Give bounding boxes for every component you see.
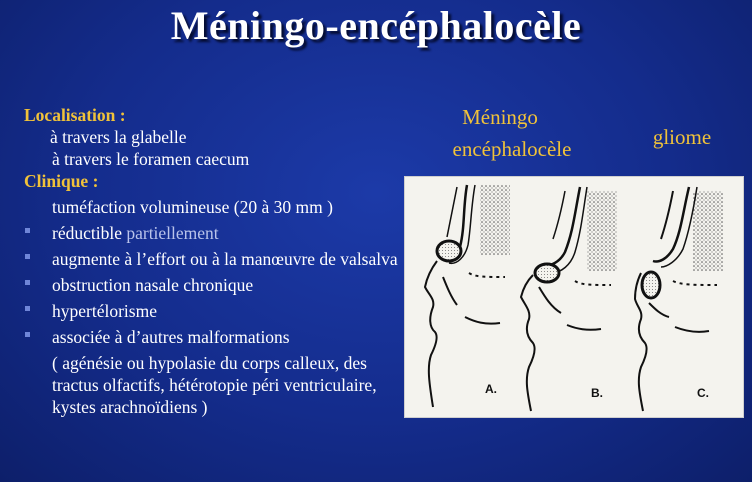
bullet-marker [25, 254, 30, 259]
bullet-marker [25, 280, 30, 285]
panel-b-drawing [521, 187, 617, 411]
label-gliome: gliome [652, 125, 712, 149]
panel-label-b: B. [591, 386, 603, 400]
slide-title: Méningo-encéphalocèle [170, 3, 582, 48]
label-encephalocele: encéphalocèle [452, 137, 572, 161]
bullet-item-malformations [24, 326, 404, 348]
bullet-text: associée à d’autres malformations [52, 327, 290, 347]
bullet-item-obstruction [24, 274, 404, 296]
bullet-item-hypertelorisme [24, 300, 404, 322]
bullet-marker [25, 228, 30, 233]
label-meningo: Méningo [462, 105, 538, 129]
slide-body [24, 104, 404, 418]
panel-c-drawing [635, 187, 723, 411]
localisation-line-2: à travers le foramen caecum [52, 149, 250, 169]
bullet-text: réductible [52, 223, 122, 243]
clinique-heading: Clinique : [24, 171, 99, 191]
bullet-marker [25, 332, 30, 337]
bullet-marker [25, 306, 30, 311]
panel-label-c: C. [697, 386, 709, 400]
anatomy-figure [404, 176, 744, 418]
localisation-heading: Localisation : [24, 105, 126, 125]
bullet-text: hypertélorisme [52, 301, 157, 321]
clinique-intro: tuméfaction volumineuse (20 à 30 mm ) [52, 197, 333, 217]
malformations-note: ( agénésie ou hypolasie du corps calleux, des tractus olfactifs, hétérotopie péri ventriculaire, kystes arachnoïdiens ) [52, 353, 377, 417]
bullet-text: augmente à l’effort ou à la manœuvre de valsalva [52, 249, 398, 269]
sagittal-drawings [405, 177, 743, 417]
bullet-text: obstruction nasale chronique [52, 275, 254, 295]
bullet-text-muted: partiellement [126, 223, 219, 243]
panel-a-drawing [425, 185, 510, 407]
panel-label-a: A. [485, 382, 497, 396]
localisation-line-1: à travers la glabelle [50, 127, 187, 147]
bullet-item-valsalva [24, 248, 404, 270]
bullet-item-reductible [24, 222, 404, 244]
